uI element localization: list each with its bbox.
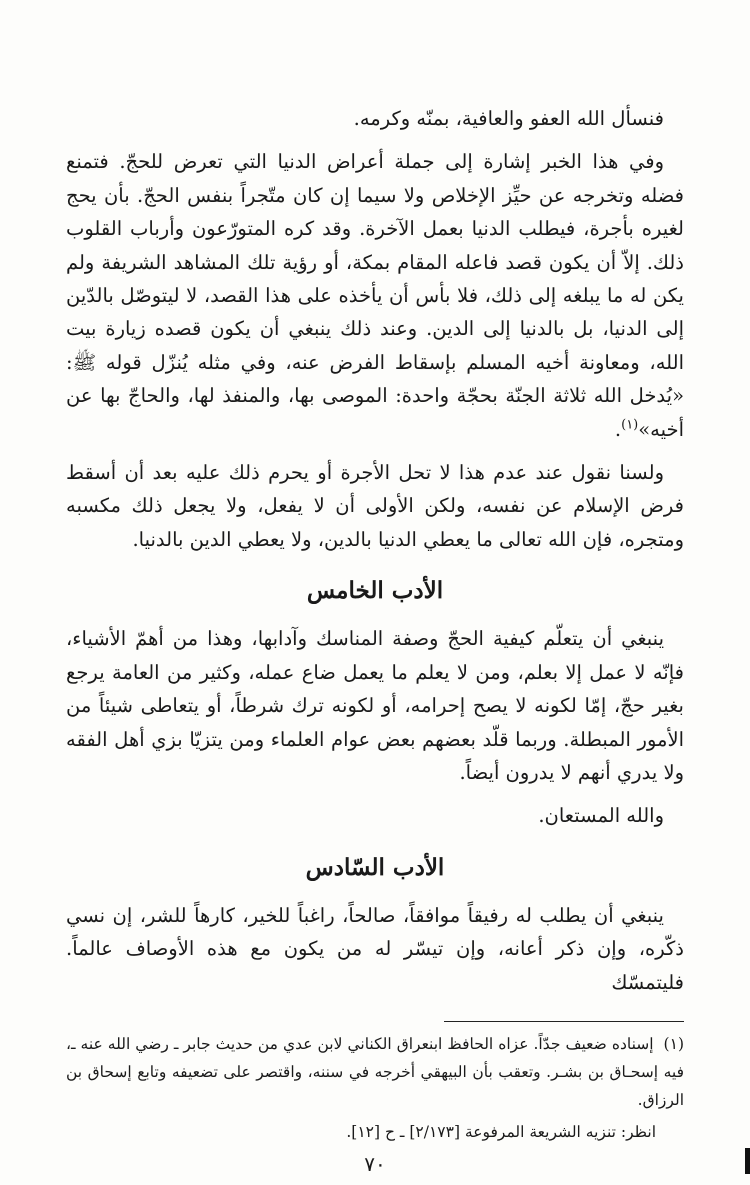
footnote-reference: (١) [621, 417, 639, 433]
section-heading: الأدب الخامس [306, 577, 444, 605]
paragraph: ينبغي أن يتعلّم كيفية الحجّ وصفة المناسك وآدابها، وهذا من أهمّ الأشياء، فإنّه لا عمل إلا بعلم، ومن لا يعلم ما يعمل ضاع عمله، وكثير من العامة يرجع بغير حجّ، إمّا لكونه لا يصح إحرامه، أو لكونه ترك شرطاً، أو يتعاطى شيئاً من الأمور المبطلة. وربما قلّد بعضهم بعض عوام العلماء ومن يتزيّا بزي أهل الفقه ولا يدري أنهم لا يدرون أيضاً. [66, 627, 684, 784]
page-body [66, 102, 684, 1176]
footnote [66, 1030, 684, 1114]
paragraph [66, 145, 684, 446]
page-number: ٧٠ [364, 1151, 386, 1176]
paragraph: ينبغي أن يطلب له رفيقاً موافقاً، صالحاً، راغباً للخير، كارهاً للشر، إن نسي ذكّره، وإن ذكر أعانه، وإن تيسّر له من يكون مع هذه الأوصاف عالماً. فليتمسّك [66, 903, 684, 994]
footnote-text: إسناده ضعيف جدّاً. عزاه الحافظ ابنعراق الكناني لابن عدي من حديث جابر ـ رضي الله عنه ـ، فيه إسحـاق بن بشـر. وتعقب بأن البيهقي أخرجه في سننه، واقتصر على تضعيفه وتابع إسحاق بن الرزاق. [66, 1034, 684, 1109]
paragraph-text: وفي هذا الخبر إشارة إلى جملة أعراض الدنيا التي تعرض للحجّ. فتمنع فضله وتخرجه عن حيِّز الإخلاص ولا سيما إن كان متّجراً بنفس الحجّ. بأن يحج لغيره بأجرة، فيطلب الدنيا بعمل الآخرة. وقد كره المتورّعون وأرباب القلوب ذلك. إلاّ أن يكون قصد فاعله المقام بمكة، أو رؤية تلك المشاهد الشريفة ولم يكن له ما يبلغه إلى ذلك، فلا بأس أن يأخذه على هذا القصد، لا ليتوصّل بالدّين إلى الدنيا، بل بالدنيا إلى الدين. وعند ذلك ينبغي أن يكون قصده زيارة بيت الله، ومعاونة أخيه المسلم بإسقاط الفرض عنه، وفي مثله يُنزّل قوله ﷺ: «يُدخل الله ثلاثة الجنّة بحجّة واحدة: الموصى بها، والمنفذ لها، والحاجّ بها عن أخيه» [66, 150, 684, 441]
paragraph: فنسأل الله العفو والعافية، بمنّه وكرمه. [353, 107, 664, 130]
footnote-divider [444, 1021, 684, 1022]
paragraph-end: . [614, 417, 622, 441]
section-heading: الأدب السّادس [305, 853, 445, 881]
paragraph: ولسنا نقول عند عدم هذا لا تحل الأجرة أو يحرم ذلك عليه بعد أن أسقط فرض الإسلام عن نفسه، ولكن الأولى أن لا يفعل، ولا يجعل ذلك مكسبه ومتجره، فإن الله تعالى ما يعطي الدنيا بالدين، ولا يعطي الدين بالدنيا. [66, 461, 684, 551]
paragraph: والله المستعان. [538, 804, 664, 828]
page-edge-mark [745, 1148, 750, 1174]
footnote-source: انظر: تنزيه الشريعة المرفوعة [٢/١٧٣] ـ ح [١٢]. [346, 1122, 656, 1141]
footnote-number: (١) [663, 1034, 684, 1053]
